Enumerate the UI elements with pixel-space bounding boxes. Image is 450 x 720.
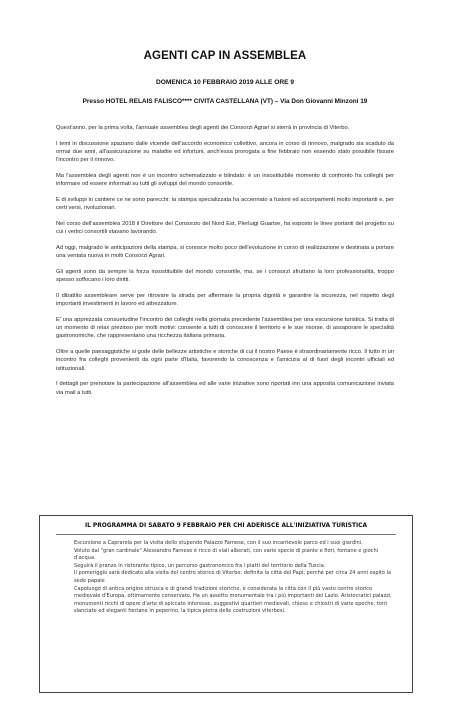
body-paragraph: E di sviluppi in cantiere ce ne sono parecchi: la stampa specializzata ha accennato a fusioni ed accorpamenti molto importanti e, per certi versi, rivoluzionari.: [56, 197, 394, 212]
programme-line: Escursione a Caprarola per la visita dello stupendo Palazzo Farnese, con il suo incantevole parco ed i suoi giardini.: [74, 540, 363, 546]
body-paragraph: Il dibattito assembleare serve per ritrovare la strada per affermare la propria dignità e garantire la sicurezza, nel rispetto degli importanti investimenti in lavoro ed attrezzature.: [56, 293, 394, 308]
body-paragraph: Oltre a quelle paesaggistiche si gode delle bellezze artistiche e storiche di cui il nostro Paese è straordinariamente ricco. Il tutto in un incontro fra colleghi provenienti da ogni parte d'Italia, favorendo la conoscenza e l'amicizia al di fuori degli incontri ufficiali ed istituzionali.: [56, 349, 394, 372]
programme-line: Voluto dal "gran cardinale" Alessandro Farnese è ricco di viali alberati, con varie specie di piante e fiori, fontane e giochi d'acqua.: [74, 547, 379, 562]
event-date: DOMENICA 10 FEBBRAIO 2019 ALLE ORE 9: [155, 79, 294, 86]
body-paragraph: Ma l'assemblea degli agenti non è un incontro schematizzato e blindato: è un insostituibile momento di confronto fra colleghi per informare od essere informati su tutti gli sviluppi del mondo consortile.: [56, 173, 394, 188]
programme-line: Capoluogo di antica origine etrusca e di grandi tradizioni storiche, è considerata la città con il più vasto centro storico medievale d'Europa, ottimamente conservato. Ha un assetto monumentale tra i più importanti del Lazio. Aristocratici palazzi, monumenti ricchi di opere d'arte di spiccato interesse, suggestivi quartieri medievali, chiese e chiostri di varie epoche, torri slanciate ed eleganti fontane in peperino, la tipica pietra delle costruzioni viterbesi.: [74, 585, 392, 615]
body-paragraph: Gli agenti sono da sempre la forza insostituibile del mondo consortile, ma, se i consorzi sfruttano la loro professionalità, troppo spesso soffocano i loro diritti.: [56, 269, 394, 284]
body-paragraph: Quest'anno, per la prima volta, l'annuale assemblea degli agenti dei Consorzi Agrari si sterrà in provincia di Viterbo.: [56, 125, 350, 131]
body-paragraph: I dettagli per prenotare la partecipazione all'assemblea ed alle varie iniziative sono riportati inn una apposita comunicazione inviata via mail a tutti.: [56, 381, 394, 396]
page-title: AGENTI CAP IN ASSEMBLEA: [143, 50, 307, 62]
article-body: [56, 124, 394, 404]
body-paragraph: I temi in discussione spaziano dalle vicende dell'accordo economico collettivo, ancora in corso di rinnovo, malgrado sia scaduto da ormai due anni, all'assicurazione su malattie ed infortuni, anch'essa prorogata a fine febbraio non essendo stato possibile fissare l'incontro per il rinnovo.: [56, 140, 394, 164]
programme-text: [74, 540, 394, 616]
body-paragraph: E' una apprezzata consuetudine l'incontro dei colleghi nella giornata precedente l'assemblea per una escursione turistica. Si tratta di un momento di relax prezioso per molti motivi: consente a tutti di conoscere il territorio e le sue risorse, di assaporare le specialità gastronomiche, che rappresentano una ricchezza italiana primaria.: [56, 317, 394, 340]
programme-divider: [56, 534, 396, 535]
programme-line: Seguirà il pranzo in ristorante tipico, un percorso gastronomico fra i piatti del territorio della Tuscia.: [74, 562, 326, 569]
body-paragraph: Ad oggi, malgrado le anticipazioni della stampa, si conosce molto poco dell'evoluzione in corso di realizzazione e destinata a portare una ventata nuova in molti Consorzi Agrari.: [56, 245, 394, 260]
programme-box: [39, 515, 413, 693]
body-paragraph: Nel corso dell'assemblea 2018 il Direttore del Consorzio del Nord Est, Pierluigi Guarise, ha esposto le linee portanti del progetto su cui i vertici consortili stavano lavorando.: [56, 221, 394, 236]
event-venue: Presso HOTEL RELAIS FALISCO**** CIVITA CASTELLANA (VT) – Via Don Giovanni Minzoni 19: [82, 98, 368, 105]
programme-line: Il pomeriggio sarà dedicato alla visita del centro storico di Viterbo: definita la città del Papi, perché per circa 24 anni ospitò la sede papale: [74, 570, 392, 584]
programme-title: IL PROGRAMMA DI SABATO 9 FEBBRAIO PER CHI ADERISCE ALL'INIZIATIVA TURISTICA: [84, 523, 368, 529]
